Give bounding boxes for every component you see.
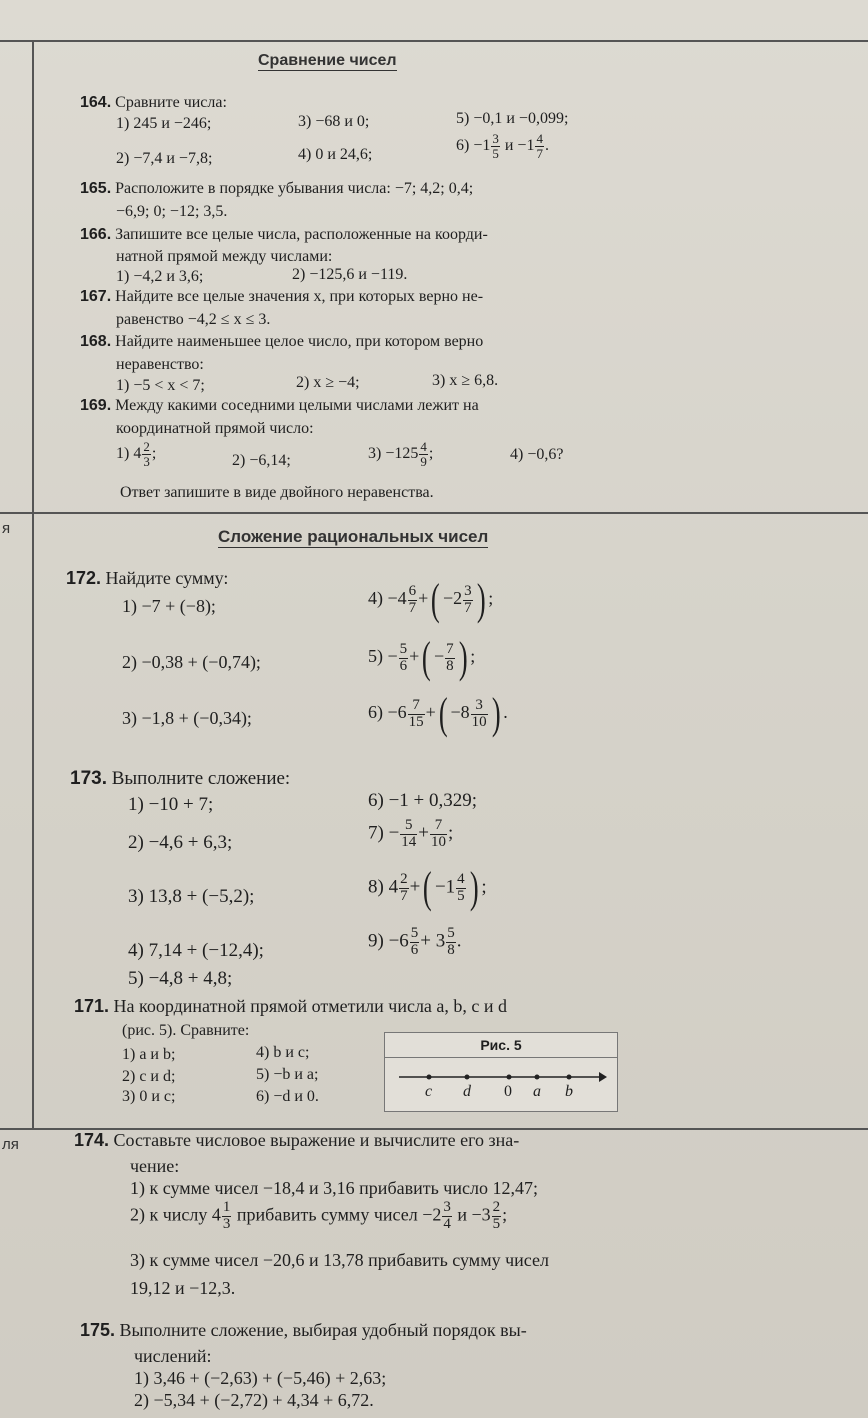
item-172-3: 3) −1,8 + (−0,34);: [122, 708, 252, 728]
problem-167-line2: равенство −4,2 ≤ x ≤ 3.: [116, 311, 271, 328]
item-171-4: 4) b и c;: [256, 1044, 310, 1061]
problem-175-line2: числений:: [134, 1346, 212, 1366]
item-169-1: 1) 4 $\frac{2}{3}$ ;: [116, 439, 157, 469]
point-d: [465, 1075, 470, 1080]
item-168-3: 3) x ≥ 6,8.: [432, 372, 499, 389]
problem-174: 174. Составьте числовое выражение и вычислите его зна-: [74, 1130, 520, 1150]
item-172-4: 4) −4 $\frac{6}{7}$ +( −2 $\frac{3}{7}$ ) ;: [368, 575, 494, 624]
problem-168: 168. Найдите наименьшее целое число, при котором верно: [80, 333, 484, 350]
problem-number: 164.: [80, 94, 112, 111]
problem-165-line2: −6,9; 0; −12; 3,5.: [116, 203, 228, 220]
problem-165: 165. Расположите в порядке убывания числа: −7; 4,2; 0,4;: [80, 180, 474, 197]
figure-separator: [385, 1057, 617, 1058]
item-172-1: 1) −7 + (−8);: [122, 596, 216, 616]
item-174-1: 1) к сумме чисел −18,4 и 3,16 прибавить число 12,47;: [130, 1178, 538, 1198]
problem-171: 171. На координатной прямой отметили числа a, b, c и d: [74, 996, 508, 1016]
point-zero: [507, 1075, 512, 1080]
item-169-2: 2) −6,14;: [232, 452, 291, 469]
problem-169: 169. Между какими соседними целыми числами лежит на: [80, 397, 479, 414]
fraction: $\frac{4}{5}$: [457, 870, 465, 904]
item-171-6: 6) −d и 0.: [256, 1088, 319, 1105]
fraction: $\frac{7}{15}$: [408, 696, 424, 730]
problem-171-line2: (рис. 5). Сравните:: [122, 1022, 250, 1039]
problem-169-line2: координатной прямой число:: [116, 420, 314, 437]
label-b: b: [565, 1083, 573, 1100]
item-164-4: 4) 0 и 24,6;: [298, 146, 373, 163]
item-171-1: 1) a и b;: [122, 1046, 176, 1063]
item-173-3: 3) 13,8 + (−5,2);: [128, 886, 255, 907]
fraction: $\frac{3}{4}$: [443, 1199, 451, 1232]
margin-note-1: я: [2, 520, 11, 537]
fraction: $\frac{4}{7}$: [536, 131, 543, 161]
fraction: $\frac{5}{14}$: [401, 817, 417, 850]
label-zero: 0: [504, 1083, 512, 1100]
top-rule: [0, 40, 868, 42]
item-174-2: 2) к числу 4 $\frac{1}{3}$ прибавить сумму чисел −2 $\frac{3}{4}$ и −3 $\frac{2}{5}$ ;: [130, 1199, 508, 1232]
fraction: $\frac{5}{8}$: [447, 925, 455, 958]
answer-note: Ответ запишите в виде двойного неравенства.: [120, 484, 434, 501]
item-173-7: 7) − $\frac{5}{14}$ + $\frac{7}{10}$ ;: [368, 817, 454, 850]
problem-text: Сравните числа:: [115, 94, 227, 111]
fraction: $\frac{3}{5}$: [492, 131, 499, 161]
item-174-3-line2: 19,12 и −12,3.: [130, 1278, 236, 1298]
item-171-2: 2) c и d;: [122, 1068, 176, 1085]
item-166-1: 1) −4,2 и 3,6;: [116, 268, 204, 285]
problem-164: [80, 94, 227, 112]
problem-168-line2: неравенство:: [116, 356, 204, 373]
section-title-comparison: Сравнение чисел: [258, 52, 397, 69]
item-169-3: 3) −125 $\frac{4}{9}$ ;: [368, 439, 434, 469]
item-166-2: 2) −125,6 и −119.: [292, 266, 408, 283]
item-168-2: 2) x ≥ −4;: [296, 374, 360, 391]
point-c: [427, 1075, 432, 1080]
item-169-4: 4) −0,6?: [510, 446, 564, 463]
item-173-5: 5) −4,8 + 4,8;: [128, 968, 233, 989]
item-173-8: 8) 4 $\frac{2}{7}$ +( −1 $\frac{4}{5}$ ) ;: [368, 863, 487, 912]
item-173-1: 1) −10 + 7;: [128, 794, 214, 815]
fraction: $\frac{6}{7}$: [408, 582, 417, 616]
problem-167: 167. Найдите все целые значения x, при которых верно не-: [80, 288, 484, 305]
item-173-4: 4) 7,14 + (−12,4);: [128, 940, 264, 961]
item-173-6: 6) −1 + 0,329;: [368, 790, 478, 811]
item-174-3: 3) к сумме чисел −20,6 и 13,78 прибавить сумму чисел: [130, 1250, 549, 1270]
fraction: $\frac{1}{3}$: [222, 1199, 231, 1232]
figure-title: Рис. 5: [480, 1037, 522, 1053]
margin-rule: [32, 40, 34, 1130]
problem-175: 175. Выполните сложение, выбирая удобный порядок вы-: [80, 1320, 527, 1340]
item-164-6: 6) −1 $\frac{3}{5}$ и −1 $\frac{4}{7}$ .: [456, 131, 549, 161]
item-175-2: 2) −5,34 + (−2,72) + 4,34 + 6,72.: [134, 1390, 374, 1410]
fraction: $\frac{4}{9}$: [420, 439, 427, 469]
item-173-2: 2) −4,6 + 6,3;: [128, 832, 233, 853]
item-164-1: 1) 245 и −246;: [116, 115, 212, 132]
problem-174-line2: чение:: [130, 1156, 180, 1176]
item-172-6: 6) −6 $\frac{7}{15}$ +( −8 $\frac{3}{10}$ ) .: [368, 689, 508, 738]
problem-166-line2: натной прямой между числами:: [116, 248, 333, 265]
point-a: [535, 1075, 540, 1080]
fraction: $\frac{2}{7}$: [400, 870, 408, 904]
item-175-1: 1) 3,46 + (−2,63) + (−5,46) + 2,63;: [134, 1368, 387, 1388]
figure-5: [384, 1032, 618, 1112]
section-divider-1: [0, 512, 868, 514]
item-168-1: 1) −5 < x < 7;: [116, 377, 205, 394]
section-title-addition: Сложение рациональных чисел: [218, 527, 489, 546]
item-171-3: 3) 0 и c;: [122, 1088, 176, 1105]
fraction: $\frac{3}{10}$: [471, 696, 487, 730]
fraction: $\frac{7}{8}$: [446, 640, 454, 674]
problem-172: 172. Найдите сумму:: [66, 568, 229, 588]
item-171-5: 5) −b и a;: [256, 1066, 319, 1083]
problem-173: 173. Выполните сложение:: [70, 768, 291, 789]
fraction: $\frac{5}{6}$: [399, 640, 408, 674]
item-164-3: 3) −68 и 0;: [298, 113, 370, 130]
margin-note-2: ля: [2, 1136, 19, 1153]
fraction: $\frac{2}{5}$: [492, 1199, 501, 1232]
item-172-5: 5) − $\frac{5}{6}$ +( − $\frac{7}{8}$ ) ;: [368, 633, 476, 682]
item-164-5: 5) −0,1 и −0,099;: [456, 110, 569, 127]
item-173-9: 9) −6 $\frac{5}{6}$ + 3 $\frac{5}{8}$ .: [368, 925, 462, 958]
fraction: $\frac{3}{7}$: [464, 582, 472, 616]
label-d: d: [463, 1083, 471, 1100]
fraction: $\frac{2}{3}$: [143, 439, 150, 469]
problem-166: 166. Запишите все целые числа, расположенные на коорди-: [80, 226, 488, 243]
label-a: a: [533, 1083, 541, 1100]
item-164-2: 2) −7,4 и −7,8;: [116, 150, 213, 167]
label-c: c: [425, 1083, 433, 1100]
fraction: $\frac{5}{6}$: [410, 925, 419, 958]
item-172-2: 2) −0,38 + (−0,74);: [122, 652, 261, 672]
point-b: [567, 1075, 572, 1080]
fraction: $\frac{7}{10}$: [431, 817, 447, 850]
